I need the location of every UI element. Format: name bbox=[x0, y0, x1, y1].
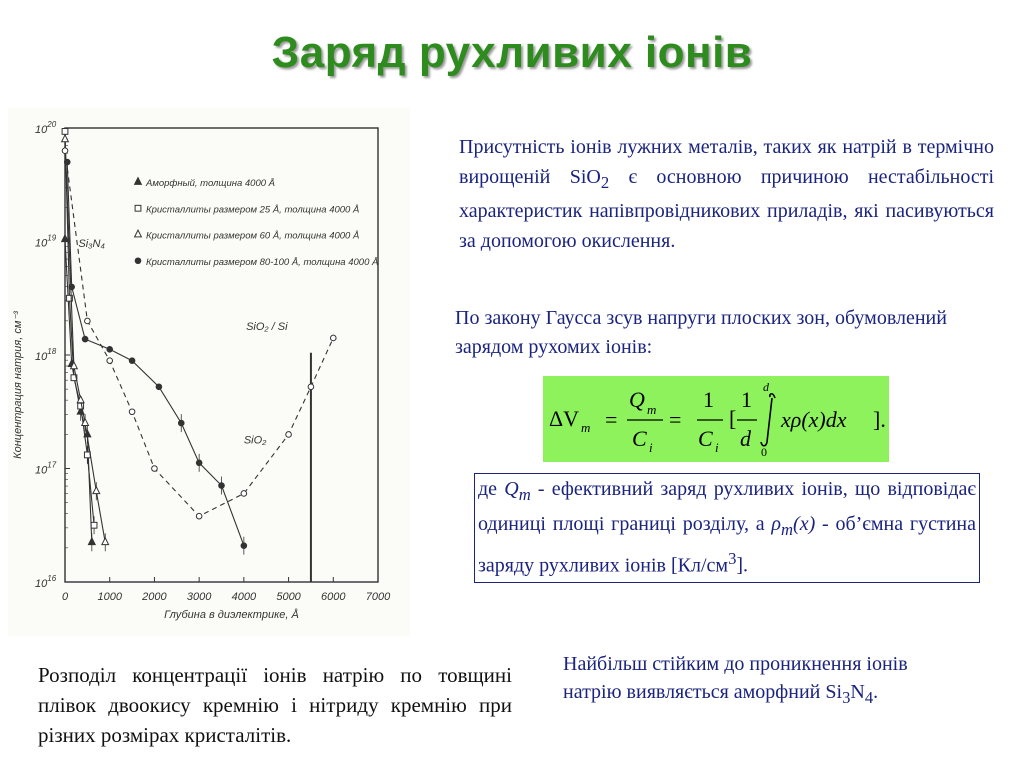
data-point bbox=[82, 336, 88, 342]
legend-label: Кристаллиты размером 25 Å, толщина 4000 Å bbox=[146, 204, 360, 216]
formula-q-sub: m bbox=[647, 402, 657, 417]
sio2-annotation: SiO₂ bbox=[243, 434, 267, 447]
y-tick-label: $10^{19}$ bbox=[35, 233, 57, 250]
data-point bbox=[62, 148, 68, 154]
formula-q: Q bbox=[629, 387, 645, 412]
data-point bbox=[152, 466, 158, 472]
data-point bbox=[85, 318, 91, 324]
definition-paragraph: де $Q_m$ - ефективний заряд рухливих іонів, що відповідає одиниці площі границі розділу, а $\rho_m(x)$ - об’ємна густина заряду рухливих іонів $[Кл/см^3]$. bbox=[474, 473, 980, 583]
y-tick-label: $10^{20}$ bbox=[35, 120, 57, 136]
flatband-formula bbox=[543, 376, 889, 462]
data-point bbox=[286, 432, 292, 438]
integral-sign bbox=[761, 394, 775, 446]
formula-one: 1 bbox=[741, 387, 752, 412]
data-point bbox=[84, 452, 90, 458]
formula-equals-1: = bbox=[605, 407, 618, 432]
legend-label: Кристаллиты размером 60 Å, толщина 4000 Å bbox=[146, 230, 360, 242]
data-point bbox=[91, 522, 97, 528]
data-point bbox=[107, 358, 113, 364]
sodium-concentration-chart bbox=[8, 108, 410, 636]
sio2-si-annotation: SiO₂ / Si bbox=[246, 321, 288, 334]
data-point bbox=[308, 384, 314, 390]
data-point bbox=[62, 129, 68, 135]
y-axis-label: Концентрация натрия, см⁻³ bbox=[12, 311, 24, 459]
legend-marker bbox=[135, 258, 141, 264]
formula-delta-v: ΔV bbox=[549, 406, 580, 431]
y-tick-label: $10^{17}$ bbox=[35, 460, 57, 477]
data-point bbox=[241, 491, 247, 497]
integral-upper-limit: d bbox=[763, 380, 769, 394]
slide-title: Заряд рухливих іонів bbox=[271, 28, 753, 77]
formula-d: d bbox=[740, 426, 751, 451]
formula-integrand: xρ(x)dx bbox=[781, 407, 847, 432]
x-axis-label: Глубина в диэлектрике, Å bbox=[164, 609, 299, 621]
legend-label: Аморфный, толщина 4000 Å bbox=[146, 178, 276, 189]
x-tick-label: 7000 bbox=[365, 591, 391, 603]
formula-bracket-open: [ bbox=[729, 406, 737, 431]
formula-one: 1 bbox=[703, 387, 714, 412]
x-tick-label: 1000 bbox=[97, 591, 122, 603]
data-point bbox=[196, 513, 202, 519]
data-point bbox=[241, 543, 247, 549]
data-point bbox=[129, 409, 135, 415]
data-point bbox=[129, 358, 135, 364]
intro-paragraph: Присутність іонів лужних металів, таких як натрій в термічно вирощеній SiO$_2$ є основною причиною нестабільності характеристик напівпровідникових приладів, які пасивуються за допомогою окислення. bbox=[459, 136, 994, 252]
formula-c: C bbox=[698, 426, 713, 451]
data-point bbox=[330, 335, 336, 341]
x-tick-label: 4000 bbox=[231, 591, 257, 603]
formula-c-sub: i bbox=[649, 440, 653, 455]
legend-marker bbox=[135, 205, 141, 211]
formula-equals-2: = bbox=[669, 407, 682, 432]
integral-lower-limit: 0 bbox=[761, 445, 767, 459]
formula-c: C bbox=[632, 426, 647, 451]
x-tick-label: 6000 bbox=[321, 591, 346, 603]
data-point bbox=[69, 284, 75, 290]
data-point bbox=[156, 384, 162, 390]
si3n4-annotation: Si₃N₄ bbox=[78, 238, 105, 251]
formula-bracket-close: ]. bbox=[873, 407, 886, 432]
data-point bbox=[196, 460, 202, 466]
x-tick-label: 2000 bbox=[142, 591, 167, 603]
x-tick-label: 3000 bbox=[186, 591, 212, 603]
formula-c-sub: i bbox=[715, 440, 719, 455]
formula-v-sub: m bbox=[581, 420, 591, 435]
data-point bbox=[178, 420, 184, 426]
y-tick-label: $10^{18}$ bbox=[35, 347, 57, 363]
data-point bbox=[107, 347, 113, 353]
gauss-law-paragraph: По закону Гаусса зсув напруги плоских зон, обумовлений зарядом рухомих іонів: bbox=[455, 307, 947, 358]
conclusion-note: Найбільш стійким до проникнення іонів натрію виявляється аморфний $Si_3N_4$. bbox=[563, 653, 908, 707]
figure-caption: Розподіл концентрації іонів натрію по товщині плівок двоокису кремнію і нітриду кремнію при різних розмірах кристалітів. bbox=[38, 663, 512, 747]
x-tick-label: 5000 bbox=[276, 591, 301, 603]
legend-label: Кристаллиты размером 80-100 Å, толщина 4000 Å bbox=[146, 256, 379, 268]
x-tick-label: 0 bbox=[61, 591, 69, 603]
data-point bbox=[219, 483, 225, 489]
y-tick-label: $10^{16}$ bbox=[35, 574, 57, 590]
